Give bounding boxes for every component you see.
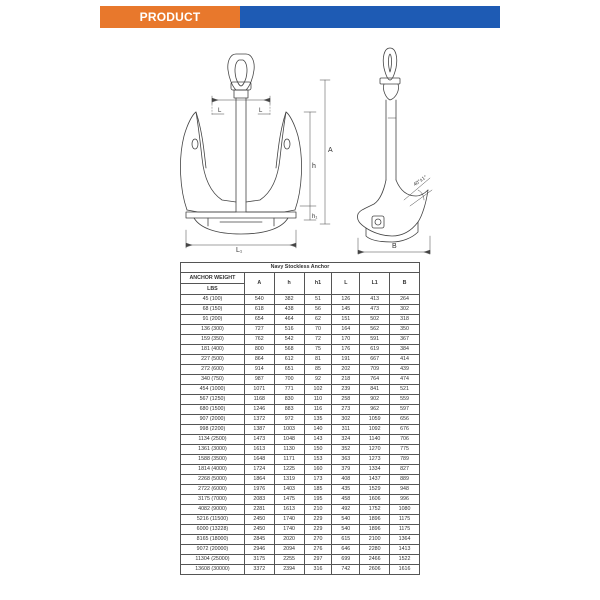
col-header-h: h xyxy=(274,273,304,295)
table-row xyxy=(181,355,420,365)
cell-value: 2255 xyxy=(274,555,304,565)
cell-value: 619 xyxy=(360,345,390,355)
cell-value: 229 xyxy=(304,525,332,535)
cell-value: 170 xyxy=(332,335,360,345)
cell-value: 316 xyxy=(304,565,332,575)
cell-anchor-weight: 227 (500) xyxy=(181,355,245,365)
table-row xyxy=(181,305,420,315)
cell-value: 540 xyxy=(332,515,360,525)
table-row xyxy=(181,465,420,475)
cell-value: 762 xyxy=(244,335,274,345)
cell-value: 1334 xyxy=(360,465,390,475)
side-view xyxy=(357,48,432,254)
dim-label-L1: L₁ xyxy=(236,247,243,254)
spec-table xyxy=(180,262,420,575)
dim-label-h: h xyxy=(312,163,316,170)
cell-value: 1071 xyxy=(244,385,274,395)
cell-value: 902 xyxy=(360,395,390,405)
cell-value: 176 xyxy=(332,345,360,355)
col-header-weight: ANCHOR WEIGHT xyxy=(181,273,245,284)
cell-value: 1413 xyxy=(390,545,420,555)
table-row xyxy=(181,375,420,385)
cell-value: 75 xyxy=(304,345,332,355)
dim-label-A: A xyxy=(328,147,333,154)
cell-value: 1403 xyxy=(274,485,304,495)
cell-value: 2280 xyxy=(360,545,390,555)
cell-value: 841 xyxy=(360,385,390,395)
cell-anchor-weight: 1134 (2500) xyxy=(181,435,245,445)
cell-value: 1613 xyxy=(274,505,304,515)
cell-value: 706 xyxy=(390,435,420,445)
dim-label-L-left: L xyxy=(218,108,222,114)
cell-value: 562 xyxy=(360,325,390,335)
cell-value: 229 xyxy=(304,515,332,525)
cell-value: 1171 xyxy=(274,455,304,465)
cell-value: 1130 xyxy=(274,445,304,455)
cell-value: 1740 xyxy=(274,525,304,535)
cell-value: 150 xyxy=(304,445,332,455)
cell-value: 464 xyxy=(274,315,304,325)
col-header-B: B xyxy=(390,273,420,295)
cell-value: 110 xyxy=(304,395,332,405)
cell-value: 962 xyxy=(360,405,390,415)
cell-value: 1473 xyxy=(244,435,274,445)
cell-value: 1976 xyxy=(244,485,274,495)
table-row xyxy=(181,385,420,395)
cell-value: 646 xyxy=(332,545,360,555)
cell-value: 153 xyxy=(304,455,332,465)
cell-value: 92 xyxy=(304,375,332,385)
cell-anchor-weight: 1588 (3500) xyxy=(181,455,245,465)
cell-value: 1437 xyxy=(360,475,390,485)
cell-value: 2083 xyxy=(244,495,274,505)
cell-value: 202 xyxy=(332,365,360,375)
cell-value: 864 xyxy=(244,355,274,365)
cell-value: 435 xyxy=(332,485,360,495)
cell-value: 559 xyxy=(390,395,420,405)
cell-value: 218 xyxy=(332,375,360,385)
col-header-weight-unit: LBS xyxy=(181,284,245,295)
cell-value: 302 xyxy=(390,305,420,315)
cell-value: 185 xyxy=(304,485,332,495)
cell-value: 591 xyxy=(360,335,390,345)
cell-value: 502 xyxy=(360,315,390,325)
cell-value: 516 xyxy=(274,325,304,335)
cell-anchor-weight: 6000 (13228) xyxy=(181,525,245,535)
cell-anchor-weight: 340 (750) xyxy=(181,375,245,385)
cell-value: 458 xyxy=(332,495,360,505)
cell-anchor-weight: 91 (200) xyxy=(181,315,245,325)
cell-value: 414 xyxy=(390,355,420,365)
cell-value: 2100 xyxy=(360,535,390,545)
cell-anchor-weight: 13608 (30000) xyxy=(181,565,245,575)
cell-value: 81 xyxy=(304,355,332,365)
table-row xyxy=(181,565,420,575)
cell-anchor-weight: 159 (350) xyxy=(181,335,245,345)
cell-anchor-weight: 181 (400) xyxy=(181,345,245,355)
cell-value: 2450 xyxy=(244,525,274,535)
cell-value: 996 xyxy=(390,495,420,505)
cell-value: 597 xyxy=(390,405,420,415)
dim-label-B: B xyxy=(392,243,397,250)
cell-value: 2946 xyxy=(244,545,274,555)
cell-value: 1724 xyxy=(244,465,274,475)
cell-anchor-weight: 68 (150) xyxy=(181,305,245,315)
cell-value: 270 xyxy=(304,535,332,545)
cell-value: 151 xyxy=(332,315,360,325)
section-header xyxy=(0,0,600,46)
cell-value: 667 xyxy=(360,355,390,365)
cell-value: 568 xyxy=(274,345,304,355)
spec-table-container xyxy=(180,262,420,575)
cell-anchor-weight: 1361 (3000) xyxy=(181,445,245,455)
cell-value: 3372 xyxy=(244,565,274,575)
cell-anchor-weight: 454 (1000) xyxy=(181,385,245,395)
cell-value: 2606 xyxy=(360,565,390,575)
cell-value: 164 xyxy=(332,325,360,335)
table-row xyxy=(181,335,420,345)
cell-value: 775 xyxy=(390,445,420,455)
cell-value: 474 xyxy=(390,375,420,385)
cell-value: 140 xyxy=(304,425,332,435)
section-title: PRODUCT SPECIFICATION xyxy=(100,6,240,28)
cell-value: 521 xyxy=(390,385,420,395)
cell-value: 1364 xyxy=(390,535,420,545)
cell-value: 210 xyxy=(304,505,332,515)
table-row xyxy=(181,555,420,565)
cell-value: 379 xyxy=(332,465,360,475)
cell-value: 145 xyxy=(332,305,360,315)
cell-anchor-weight: 9072 (20000) xyxy=(181,545,245,555)
col-header-h1: h1 xyxy=(304,273,332,295)
cell-value: 297 xyxy=(304,555,332,565)
cell-value: 324 xyxy=(332,435,360,445)
cell-value: 273 xyxy=(332,405,360,415)
cell-value: 540 xyxy=(244,295,274,305)
cell-anchor-weight: 136 (300) xyxy=(181,325,245,335)
dim-label-L-right: L xyxy=(259,108,263,114)
cell-value: 948 xyxy=(390,485,420,495)
cell-value: 143 xyxy=(304,435,332,445)
table-row xyxy=(181,405,420,415)
cell-value: 1059 xyxy=(360,415,390,425)
cell-value: 615 xyxy=(332,535,360,545)
cell-value: 439 xyxy=(390,365,420,375)
cell-value: 318 xyxy=(390,315,420,325)
cell-value: 800 xyxy=(244,345,274,355)
spec-table-body xyxy=(181,295,420,575)
cell-value: 618 xyxy=(244,305,274,315)
table-row xyxy=(181,325,420,335)
cell-value: 363 xyxy=(332,455,360,465)
anchor-technical-drawing xyxy=(160,40,450,255)
table-row xyxy=(181,415,420,425)
cell-value: 1225 xyxy=(274,465,304,475)
cell-value: 116 xyxy=(304,405,332,415)
table-row xyxy=(181,495,420,505)
cell-value: 56 xyxy=(304,305,332,315)
cell-anchor-weight: 907 (2000) xyxy=(181,415,245,425)
cell-value: 1740 xyxy=(274,515,304,525)
cell-value: 384 xyxy=(390,345,420,355)
cell-value: 1003 xyxy=(274,425,304,435)
cell-anchor-weight: 45 (100) xyxy=(181,295,245,305)
cell-value: 914 xyxy=(244,365,274,375)
cell-value: 1319 xyxy=(274,475,304,485)
cell-value: 276 xyxy=(304,545,332,555)
cell-value: 191 xyxy=(332,355,360,365)
cell-value: 771 xyxy=(274,385,304,395)
col-header-L1: L1 xyxy=(360,273,390,295)
cell-value: 1522 xyxy=(390,555,420,565)
col-header-A: A xyxy=(244,273,274,295)
cell-value: 1752 xyxy=(360,505,390,515)
cell-value: 72 xyxy=(304,335,332,345)
cell-value: 830 xyxy=(274,395,304,405)
table-row xyxy=(181,395,420,405)
cell-value: 889 xyxy=(390,475,420,485)
table-row xyxy=(181,365,420,375)
cell-value: 1648 xyxy=(244,455,274,465)
col-header-L: L xyxy=(332,273,360,295)
table-row xyxy=(181,345,420,355)
cell-value: 1387 xyxy=(244,425,274,435)
cell-value: 126 xyxy=(332,295,360,305)
table-row xyxy=(181,515,420,525)
cell-value: 2020 xyxy=(274,535,304,545)
cell-value: 789 xyxy=(390,455,420,465)
cell-value: 542 xyxy=(274,335,304,345)
cell-value: 676 xyxy=(390,425,420,435)
cell-value: 367 xyxy=(390,335,420,345)
cell-value: 382 xyxy=(274,295,304,305)
cell-value: 3175 xyxy=(244,555,274,565)
cell-anchor-weight: 11304 (25000) xyxy=(181,555,245,565)
cell-value: 1896 xyxy=(360,525,390,535)
cell-value: 1529 xyxy=(360,485,390,495)
cell-anchor-weight: 2722 (6000) xyxy=(181,485,245,495)
cell-value: 135 xyxy=(304,415,332,425)
cell-value: 160 xyxy=(304,465,332,475)
cell-value: 2466 xyxy=(360,555,390,565)
cell-value: 70 xyxy=(304,325,332,335)
cell-value: 264 xyxy=(390,295,420,305)
table-row xyxy=(181,455,420,465)
cell-value: 1246 xyxy=(244,405,274,415)
cell-value: 1606 xyxy=(360,495,390,505)
cell-value: 413 xyxy=(360,295,390,305)
dim-label-h1: h₁ xyxy=(312,214,318,220)
table-row xyxy=(181,475,420,485)
cell-value: 883 xyxy=(274,405,304,415)
table-row xyxy=(181,445,420,455)
cell-value: 1048 xyxy=(274,435,304,445)
cell-value: 1270 xyxy=(360,445,390,455)
front-view xyxy=(180,54,330,248)
table-row xyxy=(181,315,420,325)
cell-value: 1175 xyxy=(390,525,420,535)
table-row xyxy=(181,295,420,305)
cell-value: 85 xyxy=(304,365,332,375)
cell-value: 492 xyxy=(332,505,360,515)
cell-value: 62 xyxy=(304,315,332,325)
cell-value: 612 xyxy=(274,355,304,365)
cell-value: 302 xyxy=(332,415,360,425)
angle-label: 40°±1° xyxy=(412,174,429,188)
cell-value: 2845 xyxy=(244,535,274,545)
cell-value: 1896 xyxy=(360,515,390,525)
cell-value: 102 xyxy=(304,385,332,395)
cell-value: 727 xyxy=(244,325,274,335)
cell-value: 1168 xyxy=(244,395,274,405)
cell-value: 1092 xyxy=(360,425,390,435)
cell-value: 1372 xyxy=(244,415,274,425)
cell-anchor-weight: 4082 (9000) xyxy=(181,505,245,515)
table-row xyxy=(181,485,420,495)
cell-value: 540 xyxy=(332,525,360,535)
cell-value: 438 xyxy=(274,305,304,315)
cell-value: 1475 xyxy=(274,495,304,505)
cell-value: 350 xyxy=(390,325,420,335)
cell-value: 764 xyxy=(360,375,390,385)
cell-value: 1613 xyxy=(244,445,274,455)
cell-value: 972 xyxy=(274,415,304,425)
cell-value: 1616 xyxy=(390,565,420,575)
cell-value: 709 xyxy=(360,365,390,375)
table-row xyxy=(181,545,420,555)
cell-anchor-weight: 1814 (4000) xyxy=(181,465,245,475)
cell-value: 2281 xyxy=(244,505,274,515)
table-row xyxy=(181,425,420,435)
cell-value: 51 xyxy=(304,295,332,305)
cell-value: 2094 xyxy=(274,545,304,555)
table-row xyxy=(181,435,420,445)
cell-anchor-weight: 567 (1250) xyxy=(181,395,245,405)
cell-value: 1273 xyxy=(360,455,390,465)
cell-value: 2394 xyxy=(274,565,304,575)
cell-value: 173 xyxy=(304,475,332,485)
cell-anchor-weight: 2268 (5000) xyxy=(181,475,245,485)
cell-value: 408 xyxy=(332,475,360,485)
table-row xyxy=(181,535,420,545)
cell-value: 195 xyxy=(304,495,332,505)
cell-anchor-weight: 680 (1500) xyxy=(181,405,245,415)
cell-anchor-weight: 3175 (7000) xyxy=(181,495,245,505)
cell-anchor-weight: 5216 (11500) xyxy=(181,515,245,525)
cell-anchor-weight: 998 (2200) xyxy=(181,425,245,435)
table-row xyxy=(181,525,420,535)
table-row xyxy=(181,505,420,515)
header-accent-bar xyxy=(240,6,500,28)
table-title: Navy Stockless Anchor xyxy=(181,263,420,273)
cell-anchor-weight: 272 (600) xyxy=(181,365,245,375)
cell-value: 239 xyxy=(332,385,360,395)
cell-value: 656 xyxy=(390,415,420,425)
cell-value: 742 xyxy=(332,565,360,575)
cell-value: 827 xyxy=(390,465,420,475)
cell-value: 987 xyxy=(244,375,274,385)
cell-value: 1140 xyxy=(360,435,390,445)
cell-value: 311 xyxy=(332,425,360,435)
cell-value: 1080 xyxy=(390,505,420,515)
cell-value: 258 xyxy=(332,395,360,405)
cell-anchor-weight: 8165 (18000) xyxy=(181,535,245,545)
cell-value: 1175 xyxy=(390,515,420,525)
cell-value: 654 xyxy=(244,315,274,325)
cell-value: 2450 xyxy=(244,515,274,525)
cell-value: 473 xyxy=(360,305,390,315)
cell-value: 651 xyxy=(274,365,304,375)
cell-value: 352 xyxy=(332,445,360,455)
cell-value: 700 xyxy=(274,375,304,385)
cell-value: 699 xyxy=(332,555,360,565)
cell-value: 1864 xyxy=(244,475,274,485)
